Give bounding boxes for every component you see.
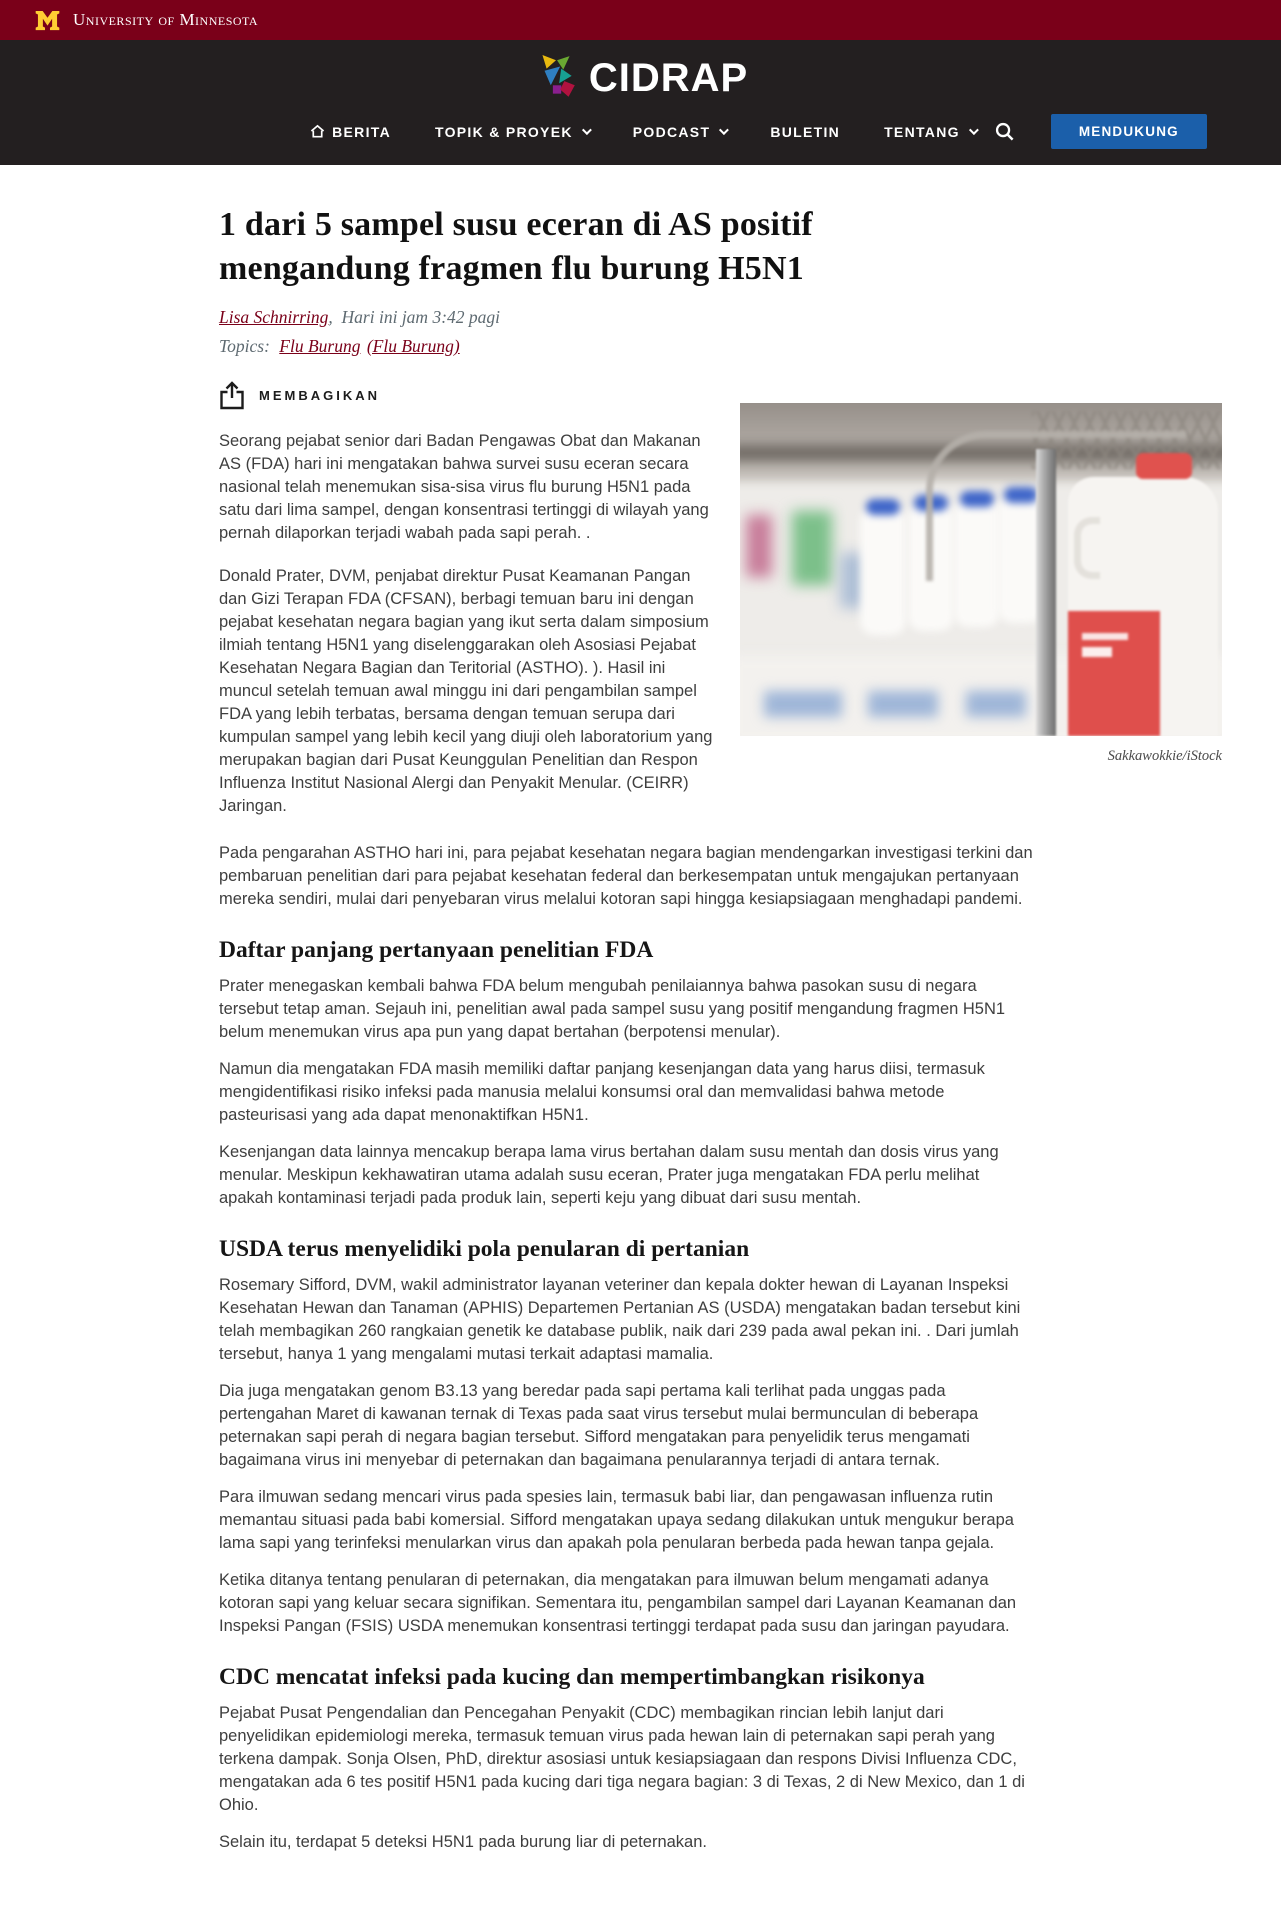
- section-usda-paragraph-3: Para ilmuwan sedang mencari virus pada spesies lain, termasuk babi liar, dan pengawasan influenza rutin memantau situasi pada babi komersial. Sifford mengatakan upaya sedang dilakukan untuk mengukur berapa lama sapi yang terinfeksi menularkan virus dan apakah pola penularan berbeda pada hewan tanpa gejala.: [219, 1488, 1014, 1552]
- site-header: [0, 40, 1281, 165]
- umn-topbar: [0, 0, 1281, 40]
- umn-university-link[interactable]: University of Minnesota: [73, 10, 259, 29]
- cidrap-wordmark: CIDRAP: [588, 56, 749, 100]
- photo-red-milk-label: [1068, 611, 1160, 736]
- photo-blur-label: [792, 511, 832, 585]
- share-label: MEMBAGIKAN: [259, 388, 380, 403]
- section-fda-paragraph-2: Namun dia mengatakan FDA masih memiliki daftar panjang kesenjangan data yang harus diisi, termasuk mengidentifikasi risiko infeksi pada manusia melalui konsumsi oral dan memvalidasi bahwa metode pasteurisasi yang ada dapat menonaktifkan H5N1.: [219, 1060, 985, 1124]
- article: [219, 203, 1222, 1854]
- nav-label-buletin: BULETIN: [770, 123, 841, 140]
- nav-item-tentang[interactable]: [884, 124, 976, 140]
- section-heading-fda: Daftar panjang pertanyaan penelitian FDA: [219, 937, 654, 963]
- umn-block-m-icon[interactable]: [34, 7, 61, 34]
- nav-item-podcast[interactable]: [633, 124, 727, 140]
- nav-label-topik-proyek: TOPIK & PROYEK: [435, 123, 573, 140]
- photo-jug-label: [764, 691, 842, 717]
- section-heading-cdc: CDC mencatat infeksi pada kucing dan mempertimbangkan risikonya: [219, 1664, 925, 1690]
- article-photo-milk-jugs: [740, 403, 1222, 736]
- photo-blur-label: [746, 515, 772, 577]
- page-title: 1 dari 5 sampel susu eceran di AS positif mengandung fragmen flu burung H5N1: [219, 206, 813, 287]
- search-icon[interactable]: [994, 121, 1015, 142]
- nav-label-podcast: PODCAST: [632, 123, 711, 140]
- publish-date: , Hari ini jam 3:42 pagi: [328, 307, 501, 327]
- main-nav: [310, 114, 1207, 149]
- section-usda-paragraph-2: Dia juga mengatakan genom B3.13 yang beredar pada sapi pertama kali terlihat pada unggas pada pertengahan Maret di kawanan ternak di Texas pada saat virus tersebut mulai bermunculan di beberapa peternakan sapi perah di negara bagian tersebut. Sifford mengatakan para penyelidik terus mengamati bagaimana virus ini menyebar di peternakan dan bagaimana penularannya terjadi di antara ternak.: [219, 1382, 979, 1469]
- photo-jug-handle: [1074, 517, 1100, 579]
- section-fda-paragraph-1: Prater menegaskan kembali bahwa FDA belum mengubah penilaiannya bahwa pasokan susu di negara tersebut tetap aman. Sejauh ini, penelitian awal pada sampel susu yang positif mengandung fragmen H5N1 belum menemukan virus apa pun yang dapat bertahan (berpotensi menular).: [219, 977, 1006, 1041]
- topic-link-flu-burung-2[interactable]: (Flu Burung): [366, 336, 460, 356]
- topic-link-flu-burung[interactable]: Flu Burung: [279, 336, 361, 356]
- cidrap-logo[interactable]: [533, 54, 748, 102]
- photo-foreground-jug: [1068, 477, 1218, 736]
- cidrap-logo-icon: [533, 54, 579, 102]
- lead-paragraph-1: Seorang pejabat senior dari Badan Pengawas Obat dan Makanan AS (FDA) hari ini mengatakan bahwa survei susu eceran secara nasional telah menemukan sisa-sisa virus flu burung H5N1 pada satu dari lima sampel, dengan konsentrasi tertinggi di wilayah yang pernah dilaporkan terjadi wabah pada sapi perah. .: [219, 432, 709, 542]
- photo-jug-label: [868, 691, 938, 717]
- photo-milk-jug: [860, 507, 906, 635]
- hero-text-column: [219, 377, 719, 818]
- chevron-down-icon: [969, 125, 979, 135]
- article-figure: [740, 377, 1222, 818]
- nav-item-topik-proyek[interactable]: [435, 124, 589, 140]
- nav-label-tentang: TENTANG: [884, 123, 960, 140]
- section-heading-usda: USDA terus menyelidiki pola penularan di pertanian: [219, 1236, 750, 1262]
- share-button[interactable]: [219, 381, 719, 410]
- section-usda-paragraph-4: Ketika ditanya tentang penularan di peternakan, dia mengatakan para ilmuwan belum mengamati adanya kotoran sapi yang keluar secara signifikan. Sementara itu, pengambilan sampel dari Layanan Keamanan dan Inspeksi Pangan (FSIS) USDA menemukan konsentrasi tertinggi terdapat pada susu dan jaringan payudara.: [219, 1571, 1017, 1635]
- section-usda-paragraph-1: Rosemary Sifford, DVM, wakil administrator layanan veteriner dan kepala dokter hewan di Layanan Inspeksi Kesehatan Hewan dan Tanaman (APHIS) Departemen Pertanian AS (USDA) mengatakan badan tersebut kini telah membagikan 260 rangkaian genetik ke database publik, naik dari 239 pada awal pekan ini. . Dari jumlah tersebut, hanya 1 yang mengalami mutasi terkait adaptasi mamalia.: [219, 1276, 1021, 1363]
- photo-credit: Sakkawokkie/iStock: [1107, 748, 1222, 764]
- share-icon: [219, 381, 245, 410]
- chevron-down-icon: [719, 125, 729, 135]
- article-body: [219, 842, 1035, 1854]
- topics-line: [219, 336, 1222, 357]
- section-cdc-paragraph-1: Pejabat Pusat Pengendalian dan Pencegahan Penyakit (CDC) membagikan rincian lebih lanjut dari penyelidikan epidemiologi mereka, termasuk temuan virus pada hewan lain di peternakan sapi perah yang terkena dampak. Sonja Olsen, PhD, direktur asosiasi untuk kesiapsiagaan dan respons Divisi Influenza CDC, mengatakan ada 6 tes positif H5N1 pada kucing dari tiga negara bagian: 3 di Texas, 2 di New Mexico, dan 1 di Ohio.: [219, 1704, 1025, 1814]
- author-link[interactable]: Lisa Schnirring: [219, 307, 329, 327]
- paragraph-astho: Pada pengarahan ASTHO hari ini, para pejabat kesehatan negara bagian mendengarkan investigasi terkini dan pembaruan penelitian dari para pejabat kesehatan federal dan berkesempatan untuk mengajukan pertanyaan mereka sendiri, mulai dari penyebaran virus melalui kotoran sapi hingga kesiapsiagaan menghadapi pandemi.: [219, 844, 1033, 908]
- nav-item-berita[interactable]: [310, 124, 391, 140]
- lead-paragraph-2: Donald Prater, DVM, penjabat direktur Pusat Keamanan Pangan dan Gizi Terapan FDA (CFSAN), berbagi temuan baru ini dengan pejabat kesehatan negara bagian yang ikut serta dalam simposium ilmiah tentang H5N1 yang diselenggarakan oleh Asosiasi Pejabat Kesehatan Negara Bagian dan Teritorial (ASTHO). ). Hasil ini muncul setelah temuan awal minggu ini dari pengambilan sampel FDA yang lebih terbatas, bersama dengan temuan serupa dari kumpulan sampel yang lebih kecil yang diuji oleh laboratorium yang merupakan bagian dari Pusat Keunggulan Penelitian dan Respon Influenza Institut Nasional Alergi dan Penyakit Menular. (CEIRR) Jaringan.: [219, 567, 713, 815]
- support-button[interactable]: MENDUKUNG: [1051, 114, 1207, 149]
- photo-jug-label: [966, 691, 1026, 717]
- home-icon: [310, 124, 325, 139]
- hero-row: [219, 377, 1222, 818]
- nav-item-buletin[interactable]: [770, 124, 840, 140]
- topics-label: Topics:: [219, 336, 270, 356]
- chevron-down-icon: [582, 125, 592, 135]
- closing-paragraph: Selain itu, terdapat 5 deteksi H5N1 pada burung liar di peternakan.: [219, 1833, 707, 1851]
- nav-label-berita: BERITA: [332, 123, 391, 140]
- photo-red-cap: [1136, 453, 1192, 479]
- byline: [219, 307, 1222, 328]
- section-fda-paragraph-3: Kesenjangan data lainnya mencakup berapa lama virus bertahan dalam susu mentah dan dosis virus yang menular. Meskipun kekhawatiran utama adalah susu eceran, Prater juga mengatakan FDA perlu melihat apakah kontaminasi terjadi pada produk lain, seperti keju yang dibuat dari susu mentah.: [219, 1143, 999, 1207]
